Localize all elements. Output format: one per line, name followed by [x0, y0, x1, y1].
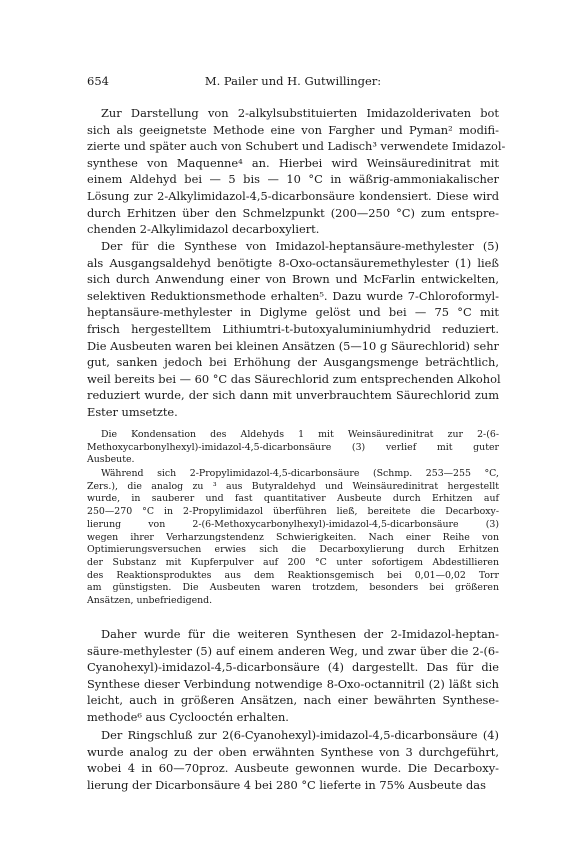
- text-line: Ester umsetzte.: [87, 404, 178, 419]
- text-line: weil bereits bei — 60 °C das Säurechlorid zum entsprechenden Alkohol: [87, 371, 501, 386]
- text-line: methode⁶ aus Cyclooctén erhalten.: [87, 709, 289, 724]
- text-line: Zur Darstellung von 2-alkylsubstituierten Imidazolderivaten bot: [101, 106, 499, 120]
- text-line: durch Erhitzen über den Schmelzpunkt (200—250 °C) zum entspre-: [87, 205, 499, 220]
- text-line: chenden 2-Alkylimidazol decarboxyliert.: [87, 222, 320, 237]
- text-line: wurde, in sauberer und fast quantitativer Ausbeute durch Erhitzen auf: [87, 493, 499, 505]
- text-line: Ausbeute.: [87, 454, 135, 466]
- text-line: am günstigsten. Die Ausbeuten waren trotzdem, besonders bei größeren: [87, 582, 499, 594]
- text-line: wobei 4 in 60—70proz. Ausbeute gewonnen wurde. Die Decarboxy-: [87, 761, 499, 776]
- text-line: Methoxycarbonylhexyl)-imidazol-4,5-dicarbonsäure (3) verlief mit guter: [87, 441, 499, 453]
- text-line: gut, sanken jedoch bei Erhöhung der Ausgangsmenge beträchtlich,: [87, 355, 499, 370]
- text-line: Synthese dieser Verbindung notwendige 8-Oxo-octannitril (2) läßt sich: [87, 676, 499, 691]
- text-line: synthese von Maquenne⁴ an. Hierbei wird Weinsäuredinitrat mit: [87, 155, 499, 170]
- text-line: Die Kondensation des Aldehyds 1 mit Weinsäuredinitrat zur 2-(6-: [101, 429, 499, 440]
- text-line: Der für die Synthese von Imidazol-heptansäure-methylester (5): [101, 239, 499, 253]
- text-line: lierung von 2-(6-Methoxycarbonylhexyl)-imidazol-4,5-dicarbonsäure (3): [87, 518, 499, 530]
- paragraph-ring-closure: [87, 727, 499, 793]
- text-line: lierung der Dicarbonsäure 4 bei 280 °C lieferte in 75% Ausbeute das: [87, 777, 486, 792]
- text-line: selektiven Reduktionsmethode erhalten⁵. Dazu wurde 7-Chloroformyl-: [87, 288, 499, 303]
- text-line: wurde analog zu der oben erwähnten Synthese von 3 durchgeführt,: [87, 744, 499, 759]
- text-line: 250—270 °C in 2-Propylimidazol überführen ließ, bereitete die Decarboxy-: [87, 506, 499, 518]
- text-line: einem Aldehyd bei — 5 bis — 10 °C in wäßrig-ammoniakalischer: [87, 172, 499, 187]
- text-line: des Reaktionsproduktes aus dem Reaktionsgemisch bei 0,01—0,02 Torr: [87, 569, 499, 581]
- text-line: Optimierungsversuchen erwies sich die Decarboxylierung durch Erhitzen: [87, 544, 499, 556]
- text-line: reduziert wurde, der sich dann mit unverbrauchtem Säurechlorid zum: [87, 388, 499, 403]
- text-line: säure-methylester (5) auf einem anderen Weg, und zwar über die 2-(6-: [87, 643, 499, 658]
- text-line: zierte und später auch von Schubert und Ladisch³ verwendete Imidazol-: [87, 139, 506, 154]
- text-line: Daher wurde für die weiteren Synthesen der 2-Imidazol-heptan-: [101, 627, 499, 641]
- text-line: frisch hergestelltem Lithiumtri-t-butoxyaluminiumhydrid reduziert.: [87, 321, 499, 336]
- paragraph-aldehyde-preparation: [87, 238, 499, 421]
- running-title: M. Pailer und H. Gutwillinger:: [204, 74, 382, 88]
- text-line: Während sich 2-Propylimidazol-4,5-dicarbonsäure (Schmp. 253—255 °C,: [101, 468, 499, 479]
- text-line: Lösung zur 2-Alkylimidazol-4,5-dicarbonsäure kondensiert. Diese wird: [87, 188, 499, 203]
- small-print-decarboxylation: [87, 468, 499, 608]
- text-line: Ansätzen, unbefriedigend.: [87, 595, 213, 607]
- text-line: heptansäure-methylester in Diglyme gelöst und bei — 75 °C mit: [87, 305, 499, 320]
- page-number: 654: [87, 74, 109, 88]
- text-line: Cyanohexyl)-imidazol-4,5-dicarbonsäure (4) dargestellt. Das für die: [87, 660, 499, 675]
- text-line: Zers.), die analog zu ³ aus Butyraldehyd und Weinsäuredinitrat hergestellt: [87, 480, 499, 492]
- page-header: [87, 74, 499, 90]
- text-line: wegen ihrer Verharzungstendenz Schwierigkeiten. Nach einer Reihe von: [87, 531, 499, 543]
- text-line: leicht, auch in größeren Ansätzen, nach einer bewährten Synthese-: [87, 693, 499, 708]
- text-line: Die Ausbeuten waren bei kleinen Ansätzen (5—10 g Säurechlorid) sehr: [87, 338, 499, 353]
- text-line: sich durch Anwendung einer von Brown und McFarlin entwickelten,: [87, 272, 499, 287]
- paragraph-synthesis-method: [87, 105, 506, 238]
- small-print-condensation: [87, 429, 499, 467]
- text-line: Der Ringschluß zur 2(6-Cyanohexyl)-imidazol-4,5-dicarbonsäure (4): [101, 728, 499, 742]
- text-line: sich als geeignetste Methode eine von Fargher und Pyman² modifi-: [87, 122, 499, 137]
- text-line: als Ausgangsaldehyd benötigte 8-Oxo-octansäuremethylester (1) ließ: [87, 255, 499, 270]
- paragraph-alternative-route: [87, 626, 499, 726]
- text-line: der Substanz mit Kupferpulver auf 200 °C unter sofortigem Abdestillieren: [87, 556, 499, 568]
